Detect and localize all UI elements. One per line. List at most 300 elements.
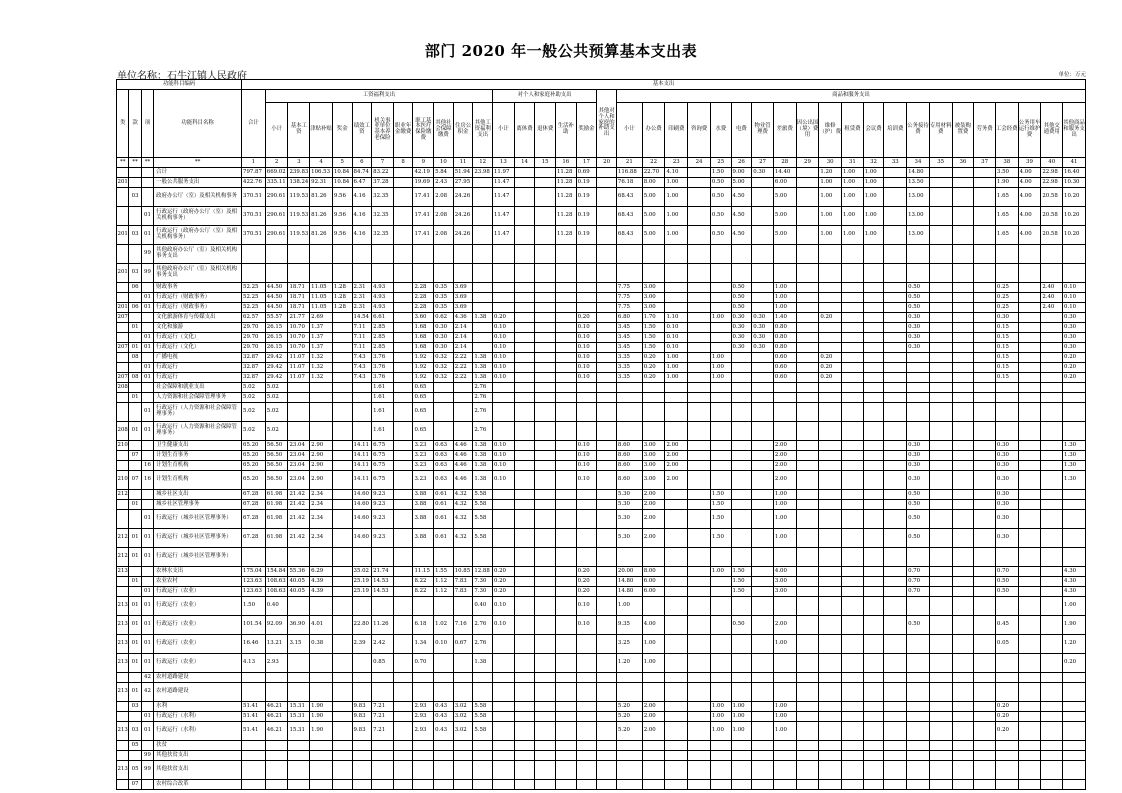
value-cell: 0.50: [731, 283, 752, 293]
value-cell: [863, 722, 884, 741]
code-cell: [141, 168, 153, 178]
value-cell: [492, 403, 514, 422]
value-cell: [514, 587, 535, 597]
value-cell: 0.63: [434, 461, 454, 471]
code-cell: 01: [141, 587, 153, 597]
value-cell: 3.88: [413, 490, 434, 500]
value-cell: 4.36: [453, 313, 473, 323]
value-cell: [597, 741, 617, 751]
value-cell: [576, 722, 597, 741]
value-cell: [332, 333, 352, 343]
family-group-header: 对个人和家庭补助支出: [492, 90, 596, 103]
value-cell: 7.21: [372, 702, 394, 712]
value-cell: [731, 471, 752, 490]
value-cell: [842, 761, 864, 780]
value-cell: [752, 451, 774, 461]
value-cell: [752, 673, 774, 683]
value-cell: 0.65: [413, 422, 434, 441]
table-row: [117, 245, 1086, 264]
value-cell: [1018, 616, 1041, 635]
value-cell: 5.84: [434, 168, 454, 178]
value-cell: 14.60: [352, 510, 372, 529]
value-cell: [492, 673, 514, 683]
value-cell: 1.12: [434, 577, 454, 587]
value-cell: [642, 780, 665, 790]
value-cell: [310, 751, 333, 761]
value-cell: [752, 264, 774, 283]
value-cell: 3.69: [453, 283, 473, 293]
value-cell: 1.00: [642, 654, 665, 673]
value-cell: [688, 722, 711, 741]
value-cell: [597, 461, 617, 471]
value-cell: 0.20: [492, 577, 514, 587]
value-cell: [752, 761, 774, 780]
value-cell: [796, 188, 819, 207]
value-cell: 1.00: [773, 293, 796, 303]
value-cell: 13.00: [907, 207, 930, 226]
value-cell: [265, 741, 288, 751]
value-cell: [473, 293, 493, 303]
value-cell: [952, 168, 974, 178]
value-cell: [907, 654, 930, 673]
value-cell: [1041, 333, 1063, 343]
value-cell: [929, 567, 952, 577]
column-header: 津贴补贴: [310, 103, 333, 158]
value-cell: [1041, 451, 1063, 461]
value-cell: [796, 490, 819, 500]
value-cell: [332, 722, 352, 741]
value-cell: [929, 178, 952, 188]
value-cell: [952, 207, 974, 226]
value-cell: [819, 712, 842, 722]
code-cell: [117, 500, 129, 510]
value-cell: [352, 403, 372, 422]
column-number: 27: [752, 158, 774, 168]
value-cell: [665, 577, 688, 587]
func-name-cell: 行政运行（政府办公厅（室）及相关机构事务）: [154, 207, 242, 226]
value-cell: [796, 313, 819, 323]
value-cell: 1.68: [413, 333, 434, 343]
column-number: 5: [332, 158, 352, 168]
value-cell: 5.02: [242, 393, 266, 403]
value-cell: 3.02: [453, 712, 473, 722]
func-name-cell: 行政运行（城乡社区管理事务）: [154, 529, 242, 548]
value-cell: [907, 422, 930, 441]
value-cell: 61.98: [265, 500, 288, 510]
column-number: 36: [952, 158, 974, 168]
code-cell: [117, 451, 129, 461]
value-cell: [819, 245, 842, 264]
value-cell: [731, 451, 752, 461]
value-cell: [393, 722, 413, 741]
code-cell: 99: [141, 264, 153, 283]
value-cell: [819, 471, 842, 490]
code-cell: [117, 780, 129, 790]
func-name-cell: 广播电视: [154, 353, 242, 363]
value-cell: [842, 303, 864, 313]
value-cell: [1041, 422, 1063, 441]
value-cell: [1041, 673, 1063, 683]
code-cell: [117, 283, 129, 293]
value-cell: [974, 654, 996, 673]
value-cell: 1.00: [773, 712, 796, 722]
value-cell: [332, 780, 352, 790]
value-cell: [514, 188, 535, 207]
value-cell: [929, 712, 952, 722]
value-cell: [535, 673, 556, 683]
value-cell: [393, 567, 413, 577]
value-cell: 0.32: [434, 363, 454, 373]
value-cell: [884, 683, 907, 702]
table-row: [117, 587, 1086, 597]
value-cell: [974, 510, 996, 529]
value-cell: 9.56: [332, 207, 352, 226]
value-cell: [884, 616, 907, 635]
value-cell: [492, 722, 514, 741]
value-cell: [688, 353, 711, 363]
value-cell: 3.35: [616, 373, 642, 383]
value-cell: [842, 490, 864, 500]
value-cell: 25.19: [352, 577, 372, 587]
value-cell: [413, 741, 434, 751]
value-cell: [819, 741, 842, 751]
value-cell: [555, 373, 576, 383]
value-cell: [597, 673, 617, 683]
value-cell: [1063, 761, 1086, 780]
value-cell: 6.18: [413, 616, 434, 635]
value-cell: 84.74: [352, 168, 372, 178]
value-cell: [514, 722, 535, 741]
value-cell: 3.50: [995, 168, 1018, 178]
value-cell: 46.21: [265, 702, 288, 712]
code-cell: 16: [141, 461, 153, 471]
value-cell: [597, 422, 617, 441]
value-cell: 0.15: [995, 323, 1018, 333]
value-cell: [819, 343, 842, 353]
value-cell: 3.88: [413, 510, 434, 529]
value-cell: [616, 264, 642, 283]
value-cell: [434, 383, 454, 393]
value-cell: [434, 683, 454, 702]
value-cell: [952, 353, 974, 363]
value-cell: [555, 548, 576, 567]
table-row: [117, 529, 1086, 548]
value-cell: [535, 741, 556, 751]
value-cell: [907, 363, 930, 373]
column-number: 32: [863, 158, 884, 168]
value-cell: 6.75: [372, 441, 394, 451]
value-cell: 5.30: [616, 529, 642, 548]
value-cell: 2.40: [1041, 283, 1063, 293]
value-cell: [332, 702, 352, 712]
code-cell: [117, 293, 129, 303]
value-cell: [842, 333, 864, 343]
value-cell: [974, 293, 996, 303]
value-cell: [514, 343, 535, 353]
value-cell: [884, 461, 907, 471]
value-cell: [352, 683, 372, 702]
value-cell: 290.61: [265, 207, 288, 226]
value-cell: 15.31: [288, 712, 310, 722]
column-header: 奖励金: [576, 103, 597, 158]
value-cell: [907, 383, 930, 393]
value-cell: 1.65: [995, 188, 1018, 207]
value-cell: [752, 722, 774, 741]
value-cell: [597, 567, 617, 577]
value-cell: 5.00: [642, 207, 665, 226]
value-cell: [710, 761, 731, 780]
value-cell: [974, 741, 996, 751]
value-cell: [863, 363, 884, 373]
value-cell: [473, 780, 493, 790]
value-cell: [535, 761, 556, 780]
value-cell: [352, 383, 372, 393]
value-cell: 2.31: [352, 303, 372, 313]
value-cell: 2.00: [642, 702, 665, 712]
value-cell: [514, 597, 535, 616]
value-cell: [372, 761, 394, 780]
value-cell: [1041, 741, 1063, 751]
value-cell: [884, 333, 907, 343]
value-cell: [773, 597, 796, 616]
value-cell: 2.00: [773, 471, 796, 490]
table-row: [117, 343, 1086, 353]
value-cell: [555, 245, 576, 264]
value-cell: 3.45: [616, 343, 642, 353]
value-cell: [752, 188, 774, 207]
value-cell: 0.30: [752, 168, 774, 178]
code-cell: 16: [141, 471, 153, 490]
value-cell: 0.10: [492, 373, 514, 383]
code-cell: [117, 403, 129, 422]
value-cell: [288, 654, 310, 673]
code-cell: 08: [129, 353, 141, 363]
value-cell: 11.47: [492, 207, 514, 226]
value-cell: [884, 168, 907, 178]
value-cell: [819, 654, 842, 673]
value-cell: [453, 548, 473, 567]
value-cell: [819, 451, 842, 461]
value-cell: 2.90: [310, 441, 333, 451]
value-cell: [752, 577, 774, 587]
value-cell: 0.10: [492, 441, 514, 451]
value-cell: [597, 761, 617, 780]
table-row: [117, 188, 1086, 207]
value-cell: [665, 393, 688, 403]
value-cell: 32.35: [372, 207, 394, 226]
value-cell: [752, 780, 774, 790]
value-cell: [642, 383, 665, 393]
value-cell: 3.02: [453, 702, 473, 712]
value-cell: [710, 461, 731, 471]
value-cell: [597, 654, 617, 673]
value-cell: 3.35: [616, 363, 642, 373]
value-cell: [332, 245, 352, 264]
value-cell: [597, 616, 617, 635]
code-cell: [117, 188, 129, 207]
value-cell: [555, 722, 576, 741]
value-cell: [752, 283, 774, 293]
value-cell: [332, 683, 352, 702]
value-cell: [1041, 654, 1063, 673]
code-cell: [129, 363, 141, 373]
value-cell: 370.51: [242, 226, 266, 245]
value-cell: [796, 722, 819, 741]
value-cell: 65.20: [242, 461, 266, 471]
value-cell: [1018, 333, 1041, 343]
value-cell: [1041, 616, 1063, 635]
value-cell: 35.02: [352, 567, 372, 577]
code-cell: 208: [117, 422, 129, 441]
code-cell: [117, 245, 129, 264]
value-cell: [642, 597, 665, 616]
value-cell: [535, 363, 556, 373]
value-cell: 1.00: [665, 226, 688, 245]
value-cell: 1.50: [242, 597, 266, 616]
value-cell: [1063, 393, 1086, 403]
value-cell: 4.50: [731, 188, 752, 207]
value-cell: [752, 490, 774, 500]
value-cell: [796, 673, 819, 683]
value-cell: [642, 264, 665, 283]
value-cell: [863, 567, 884, 577]
value-cell: [1018, 587, 1041, 597]
value-cell: 1.00: [665, 373, 688, 383]
func-name-cell: 行政运行（财政事务）: [154, 293, 242, 303]
value-cell: [929, 333, 952, 343]
value-cell: [952, 673, 974, 683]
value-cell: 56.50: [265, 451, 288, 461]
value-cell: 55.36: [288, 567, 310, 577]
value-cell: 0.20: [492, 567, 514, 577]
value-cell: [731, 363, 752, 373]
value-cell: [863, 490, 884, 500]
value-cell: 1.32: [310, 363, 333, 373]
value-cell: 0.30: [995, 510, 1018, 529]
value-cell: 0.50: [710, 178, 731, 188]
value-cell: 4.93: [372, 303, 394, 313]
value-cell: 5.20: [616, 712, 642, 722]
column-header: 职业年金缴费: [393, 103, 413, 158]
value-cell: 2.40: [1041, 293, 1063, 303]
value-cell: [473, 245, 493, 264]
value-cell: [535, 500, 556, 510]
value-cell: [907, 353, 930, 363]
value-cell: [413, 751, 434, 761]
value-cell: 0.10: [492, 353, 514, 363]
value-cell: [688, 422, 711, 441]
value-cell: 1.00: [731, 702, 752, 712]
value-cell: [288, 780, 310, 790]
value-cell: [884, 471, 907, 490]
value-cell: 9.23: [372, 500, 394, 510]
value-cell: 1.37: [310, 343, 333, 353]
value-cell: 108.63: [265, 577, 288, 587]
value-cell: [473, 548, 493, 567]
value-cell: [863, 587, 884, 597]
value-cell: 2.22: [453, 373, 473, 383]
value-cell: [974, 168, 996, 178]
value-cell: [332, 403, 352, 422]
table-row: [117, 353, 1086, 363]
value-cell: [688, 597, 711, 616]
value-cell: 0.20: [576, 567, 597, 577]
value-cell: [665, 683, 688, 702]
value-cell: 40.05: [288, 587, 310, 597]
value-cell: 1.65: [995, 207, 1018, 226]
value-cell: [473, 323, 493, 333]
value-cell: [332, 567, 352, 577]
value-cell: 0.50: [710, 207, 731, 226]
value-cell: [393, 168, 413, 178]
value-cell: [952, 702, 974, 712]
code-cell: 01: [141, 363, 153, 373]
value-cell: [492, 393, 514, 403]
value-cell: [929, 587, 952, 597]
value-cell: [434, 751, 454, 761]
value-cell: 4.46: [453, 451, 473, 461]
value-cell: 0.50: [731, 293, 752, 303]
value-cell: [597, 587, 617, 597]
value-cell: 8.22: [413, 587, 434, 597]
value-cell: [535, 587, 556, 597]
value-cell: [1041, 353, 1063, 363]
value-cell: 9.83: [352, 712, 372, 722]
table-row: [117, 567, 1086, 577]
value-cell: 92.31: [310, 178, 333, 188]
value-cell: [1018, 264, 1041, 283]
value-cell: [1063, 702, 1086, 712]
value-cell: [514, 500, 535, 510]
value-cell: 36.90: [288, 616, 310, 635]
value-cell: 4.46: [453, 461, 473, 471]
value-cell: [929, 383, 952, 393]
value-cell: [884, 383, 907, 393]
value-cell: [665, 264, 688, 283]
column-number: 38: [995, 158, 1018, 168]
func-name-cell: 行政运行（城乡社区管理事务）: [154, 548, 242, 567]
value-cell: 11.28: [555, 168, 576, 178]
value-cell: [952, 761, 974, 780]
code-cell: 01: [141, 373, 153, 383]
value-cell: [597, 712, 617, 722]
value-cell: [616, 245, 642, 264]
value-cell: [473, 283, 493, 293]
value-cell: [884, 702, 907, 712]
value-cell: [710, 471, 731, 490]
value-cell: 0.30: [731, 313, 752, 323]
value-cell: [688, 635, 711, 654]
value-cell: [514, 323, 535, 333]
value-cell: [535, 441, 556, 451]
value-cell: [665, 780, 688, 790]
value-cell: 2.22: [453, 363, 473, 373]
value-cell: [1018, 363, 1041, 373]
table-row: [117, 323, 1086, 333]
value-cell: [352, 393, 372, 403]
value-cell: [863, 761, 884, 780]
value-cell: 0.50: [995, 577, 1018, 587]
value-cell: [974, 712, 996, 722]
value-cell: 0.50: [731, 303, 752, 313]
value-cell: 0.20: [642, 363, 665, 373]
value-cell: [952, 577, 974, 587]
value-cell: 0.20: [642, 373, 665, 383]
value-cell: 14.11: [352, 451, 372, 461]
value-cell: 27.95: [453, 178, 473, 188]
value-cell: 138.24: [288, 178, 310, 188]
value-cell: [952, 283, 974, 293]
